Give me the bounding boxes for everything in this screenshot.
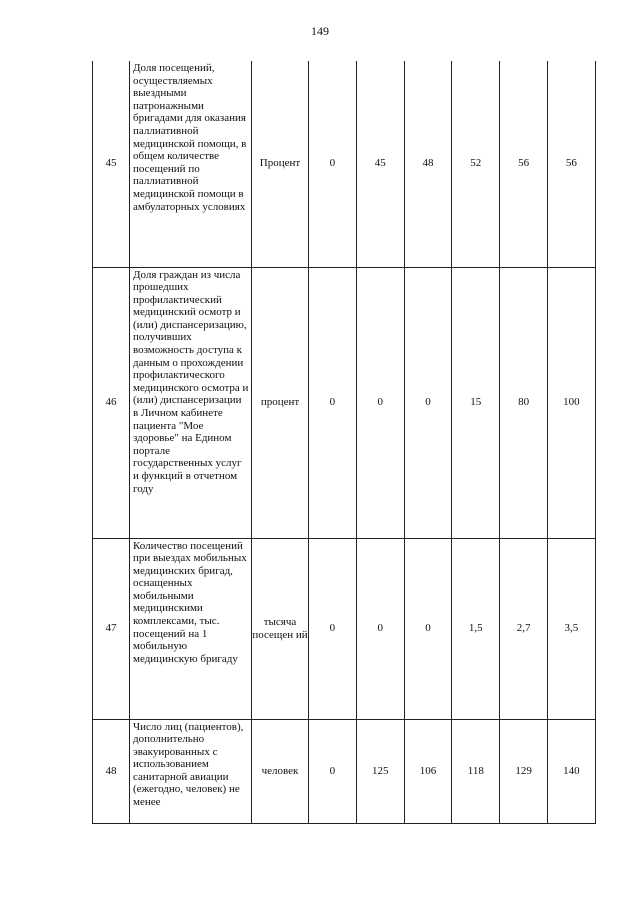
unit-cell: Процент [252,61,309,267]
value-cell: 0 [404,267,452,538]
table-row [93,61,596,267]
table-row [93,719,596,823]
row-number: 45 [93,61,130,267]
value-cell: 80 [500,267,548,538]
page-number: 149 [311,24,329,38]
row-number: 48 [93,719,130,823]
value-cell: 0 [356,538,404,719]
value-cell: 0 [309,719,357,823]
row-number: 46 [93,267,130,538]
value-cell: 0 [309,61,357,267]
unit-cell: тысяча посещен ий [252,538,309,719]
table-row [93,267,596,538]
unit-cell: процент [252,267,309,538]
value-cell: 118 [452,719,500,823]
value-cell: 0 [404,538,452,719]
value-cell: 140 [547,719,595,823]
value-cell: 2,7 [500,538,548,719]
value-cell: 56 [500,61,548,267]
indicators-table [92,61,596,824]
value-cell: 3,5 [547,538,595,719]
value-cell: 48 [404,61,452,267]
value-cell: 56 [547,61,595,267]
indicator-name: Доля посещений, осуществляемых выездными патронажными бригадами для оказания паллиативной медицинской помощи, в общем количестве посещений по паллиативной медицинской помощи в амбулаторных условиях [130,61,252,267]
row-number: 47 [93,538,130,719]
value-cell: 100 [547,267,595,538]
indicator-name: Число лиц (пациентов), дополнительно эвакуированных с использованием санитарной авиации (ежегодно, человек) не менее [130,719,252,823]
value-cell: 0 [309,267,357,538]
unit-cell: человек [252,719,309,823]
value-cell: 0 [309,538,357,719]
value-cell: 129 [500,719,548,823]
indicator-name: Доля граждан из числа прошедших профилактический медицинский осмотр и (или) диспансеризацию, получивших возможность доступа к данным о прохождении профилактического медицинского осмотра и (или) диспансеризации в Личном кабинете пациента "Мое здоровье" на Едином портале государственных услуг и функций в отчетном году [130,267,252,538]
value-cell: 52 [452,61,500,267]
value-cell: 15 [452,267,500,538]
indicator-name: Количество посещений при выездах мобильных медицинских бригад, оснащенных мобильными медицинскими комплексами, тыс. посещений на 1 мобильную медицинскую бригаду [130,538,252,719]
value-cell: 125 [356,719,404,823]
value-cell: 1,5 [452,538,500,719]
value-cell: 0 [356,267,404,538]
table-row [93,538,596,719]
value-cell: 45 [356,61,404,267]
value-cell: 106 [404,719,452,823]
